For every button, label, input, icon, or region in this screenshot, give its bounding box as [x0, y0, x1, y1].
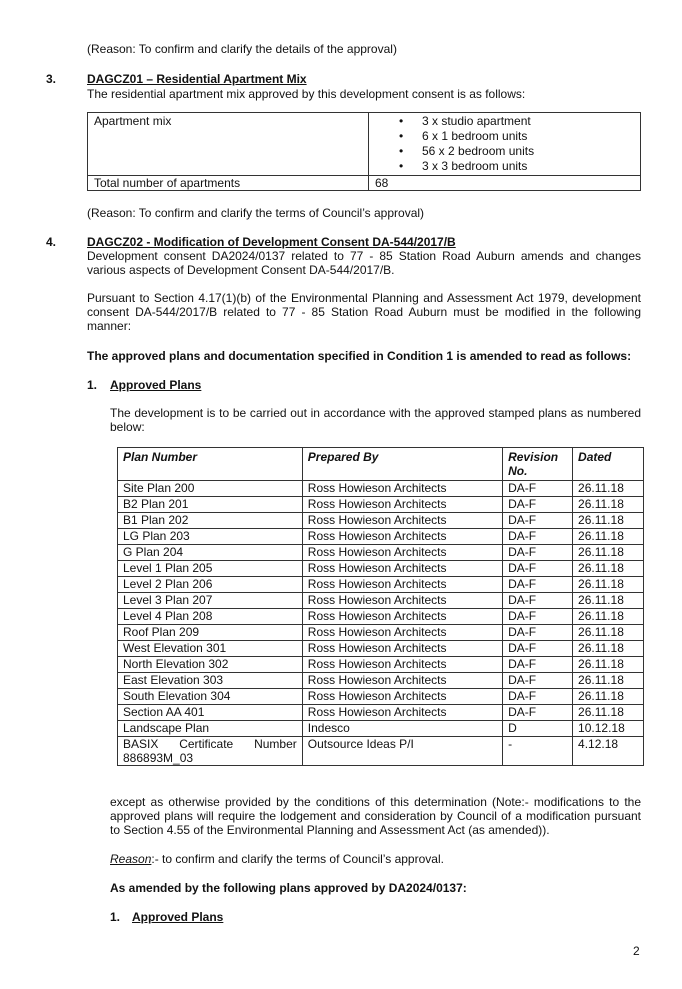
list-item: • 6 x 1 bedroom units: [375, 129, 634, 144]
total-apartments-row: [88, 176, 641, 191]
table-row: [118, 593, 644, 609]
reason-top: (Reason: To confirm and clarify the details of the approval): [87, 42, 397, 56]
cell-plan-number: B2 Plan 201: [118, 497, 303, 513]
table-row: [118, 705, 644, 721]
cell-revision: DA-F: [503, 513, 573, 529]
apartment-mix-table: [87, 112, 641, 191]
cell-revision: DA-F: [503, 705, 573, 721]
condition-3-title: DAGCZ01 – Residential Apartment Mix: [87, 72, 307, 86]
cell-prepared-by: Ross Howieson Architects: [302, 609, 502, 625]
table-row: [118, 561, 644, 577]
cell-revision: DA-F: [503, 625, 573, 641]
cell-revision: DA-F: [503, 673, 573, 689]
total-apartments-value: 68: [369, 176, 641, 191]
cell-plan-number: Level 3 Plan 207: [118, 593, 303, 609]
table-row: [118, 545, 644, 561]
header-prepared-by: Prepared By: [302, 448, 502, 481]
condition-3-number: 3.: [46, 72, 57, 86]
amended-by-heading: As amended by the following plans approved by DA2024/0137:: [110, 881, 467, 895]
cell-dated: 26.11.18: [573, 529, 644, 545]
cell-dated: 26.11.18: [573, 609, 644, 625]
cell-revision: D: [503, 721, 573, 737]
cell-prepared-by: Ross Howieson Architects: [302, 497, 502, 513]
table-row: [118, 529, 644, 545]
cell-dated: 26.11.18: [573, 705, 644, 721]
cell-revision: DA-F: [503, 657, 573, 673]
cell-plan-number: Level 4 Plan 208: [118, 609, 303, 625]
cell-prepared-by: Ross Howieson Architects: [302, 577, 502, 593]
approved-plans-table: [117, 447, 644, 766]
cell-revision: DA-F: [503, 641, 573, 657]
table-row-basix: [118, 737, 644, 766]
cell-revision: DA-F: [503, 609, 573, 625]
condition-4-para1: Development consent DA2024/0137 related to 77 - 85 Station Road Auburn amends and changes various aspects of Development Consent DA-544/2017/B.: [87, 249, 641, 277]
cell-prepared-by: Ross Howieson Architects: [302, 529, 502, 545]
cell-plan-number: B1 Plan 202: [118, 513, 303, 529]
cell-plan-number: Landscape Plan: [118, 721, 303, 737]
table-row: [118, 689, 644, 705]
cell-prepared-by: Ross Howieson Architects: [302, 673, 502, 689]
sub1-number: 1.: [87, 378, 98, 392]
table-row: [118, 513, 644, 529]
except-text: except as otherwise provided by the conditions of this determination (Note:- modifications to the approved plans will require the lodgement and consideration by Council of a modification pursuant to Section 4.55 of the Environmental Planning and Assessment Act (as amended)).: [110, 795, 641, 837]
cell-prepared-by: Ross Howieson Architects: [302, 657, 502, 673]
table-row: [118, 673, 644, 689]
cell-plan-number: South Elevation 304: [118, 689, 303, 705]
condition-4-title: DAGCZ02 - Modification of Development Consent DA-544/2017/B: [87, 235, 456, 249]
table-row: [118, 657, 644, 673]
cell-revision: DA-F: [503, 481, 573, 497]
cell-prepared-by: Ross Howieson Architects: [302, 593, 502, 609]
table-row: [118, 721, 644, 737]
sub1-intro: The development is to be carried out in accordance with the approved stamped plans as numbered below:: [110, 406, 641, 434]
cell-dated: 26.11.18: [573, 513, 644, 529]
header-dated: Dated: [573, 448, 644, 481]
cell-revision: DA-F: [503, 689, 573, 705]
table-header-row: [118, 448, 644, 481]
list-item: • 56 x 2 bedroom units: [375, 144, 634, 159]
cell-revision: DA-F: [503, 593, 573, 609]
cell-dated: 26.11.18: [573, 481, 644, 497]
table-row: [118, 577, 644, 593]
basix-second-line: 886893M_03: [123, 751, 194, 765]
cell-prepared-by: Ross Howieson Architects: [302, 705, 502, 721]
reason-line: [110, 852, 444, 866]
header-revision-no: Revision No.: [503, 448, 573, 481]
cell-revision: DA-F: [503, 561, 573, 577]
cell-prepared-by: Indesco: [302, 721, 502, 737]
cell-revision: DA-F: [503, 545, 573, 561]
amended-heading: The approved plans and documentation specified in Condition 1 is amended to read as follows:: [87, 349, 632, 363]
apartment-mix-row: [88, 113, 641, 176]
cell-dated: 26.11.18: [573, 497, 644, 513]
cell-plan-number: West Elevation 301: [118, 641, 303, 657]
cell-revision: DA-F: [503, 529, 573, 545]
sub1-title: Approved Plans: [110, 378, 202, 392]
condition-4-para2: Pursuant to Section 4.17(1)(b) of the Environmental Planning and Assessment Act 1979, development consent DA-544/2017/B related to 77 - 85 Station Road Auburn must be modified in the following manner:: [87, 291, 641, 333]
sub2-number: 1.: [110, 910, 121, 924]
cell-prepared-by: Ross Howieson Architects: [302, 545, 502, 561]
table-row: [118, 609, 644, 625]
cell-dated: 26.11.18: [573, 593, 644, 609]
basix-word-3: Number: [254, 737, 297, 751]
cell-dated: 26.11.18: [573, 561, 644, 577]
basix-revision: -: [503, 737, 573, 766]
cell-plan-number: East Elevation 303: [118, 673, 303, 689]
basix-prepared-by: Outsource Ideas P/I: [302, 737, 502, 766]
table-row: [118, 625, 644, 641]
basix-word-1: BASIX: [123, 737, 159, 751]
cell-dated: 26.11.18: [573, 545, 644, 561]
cell-dated: 26.11.18: [573, 657, 644, 673]
page-number: 2: [633, 944, 640, 958]
basix-plan-number: [118, 737, 303, 766]
cell-plan-number: Section AA 401: [118, 705, 303, 721]
table-row: [118, 641, 644, 657]
cell-dated: 10.12.18: [573, 721, 644, 737]
condition-4-number: 4.: [46, 235, 57, 249]
total-apartments-label: Total number of apartments: [88, 176, 369, 191]
basix-first-line: [123, 737, 297, 751]
cell-plan-number: Level 2 Plan 206: [118, 577, 303, 593]
table-row: [118, 497, 644, 513]
reason-rest: :- to confirm and clarify the terms of Council’s approval.: [151, 852, 444, 866]
list-item: • 3 x 3 bedroom units: [375, 159, 634, 174]
condition-3-intro: The residential apartment mix approved by this development consent is as follows:: [87, 87, 526, 101]
cell-prepared-by: Ross Howieson Architects: [302, 641, 502, 657]
cell-plan-number: North Elevation 302: [118, 657, 303, 673]
apartment-mix-label: Apartment mix: [88, 113, 369, 176]
cell-plan-number: Roof Plan 209: [118, 625, 303, 641]
apartment-mix-list: [375, 114, 634, 174]
cell-dated: 26.11.18: [573, 625, 644, 641]
table-row: [118, 481, 644, 497]
condition-3-reason: (Reason: To confirm and clarify the terms of Council’s approval): [87, 206, 425, 220]
cell-plan-number: Level 1 Plan 205: [118, 561, 303, 577]
reason-label: Reason: [110, 852, 152, 866]
cell-dated: 26.11.18: [573, 641, 644, 657]
cell-dated: 26.11.18: [573, 577, 644, 593]
basix-dated: 4.12.18: [573, 737, 644, 766]
cell-plan-number: G Plan 204: [118, 545, 303, 561]
basix-word-2: Certificate: [179, 737, 234, 751]
cell-plan-number: Site Plan 200: [118, 481, 303, 497]
cell-prepared-by: Ross Howieson Architects: [302, 689, 502, 705]
cell-plan-number: LG Plan 203: [118, 529, 303, 545]
cell-dated: 26.11.18: [573, 689, 644, 705]
cell-dated: 26.11.18: [573, 673, 644, 689]
apartment-mix-values: [369, 113, 641, 176]
cell-prepared-by: Ross Howieson Architects: [302, 561, 502, 577]
cell-prepared-by: Ross Howieson Architects: [302, 513, 502, 529]
cell-prepared-by: Ross Howieson Architects: [302, 481, 502, 497]
cell-revision: DA-F: [503, 577, 573, 593]
list-item: • 3 x studio apartment: [375, 114, 634, 129]
cell-revision: DA-F: [503, 497, 573, 513]
cell-prepared-by: Ross Howieson Architects: [302, 625, 502, 641]
sub2-title: Approved Plans: [132, 910, 224, 924]
header-plan-number: Plan Number: [118, 448, 303, 481]
plans-table-body: [118, 481, 644, 737]
